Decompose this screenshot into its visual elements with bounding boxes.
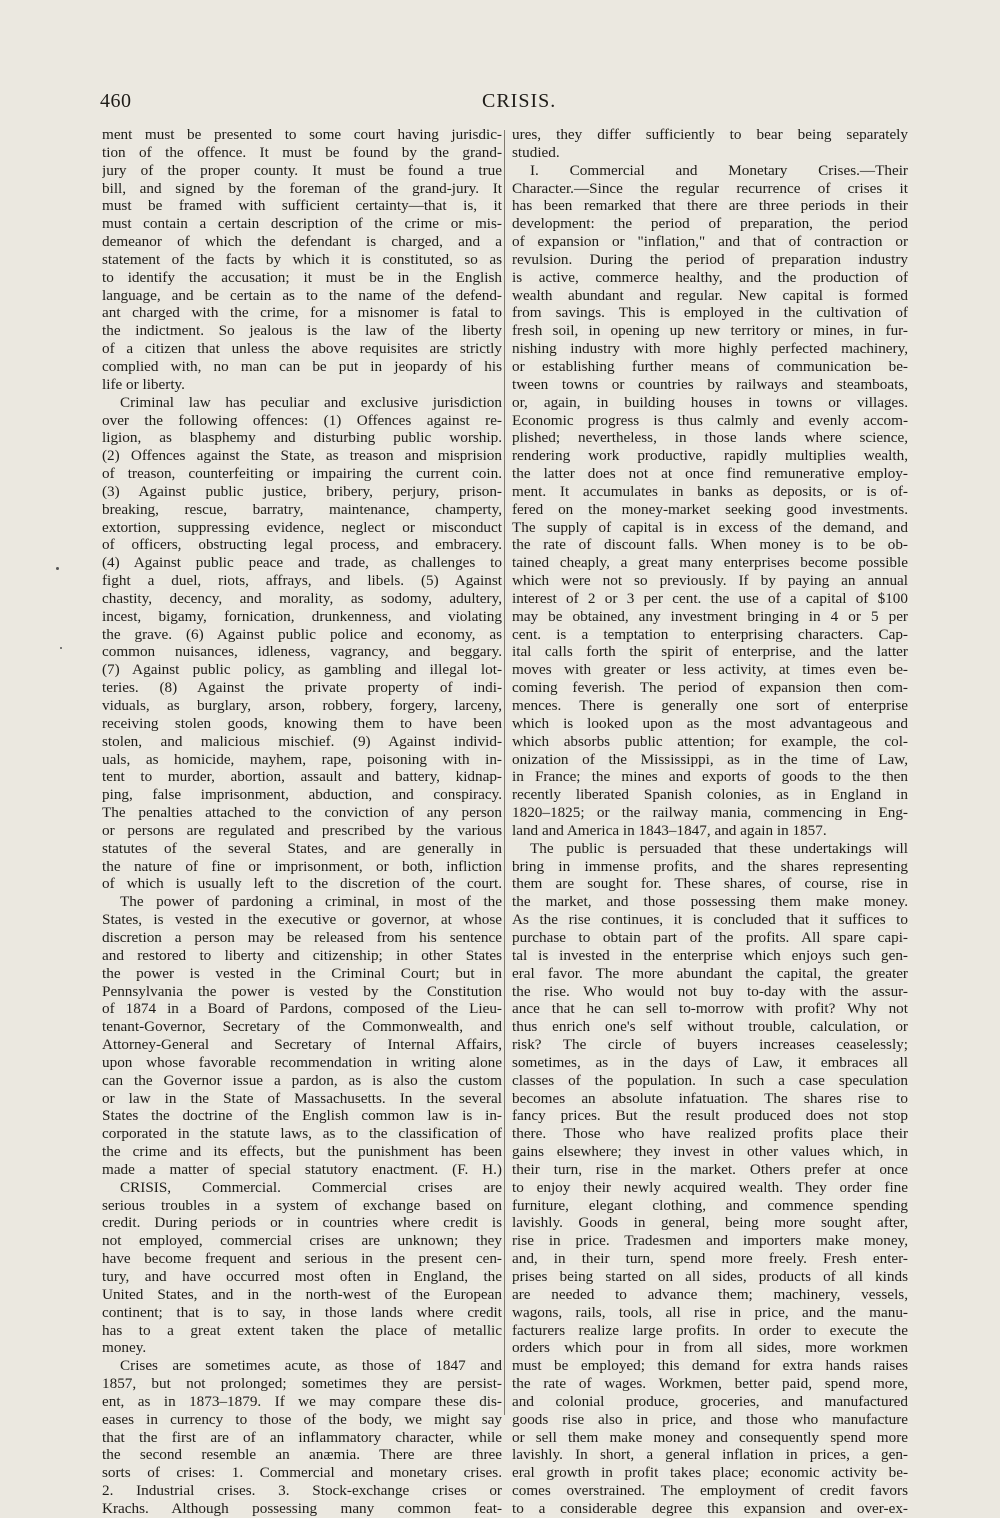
text-line: ant charged with the crime, for a misnomer is fatal to <box>102 304 502 322</box>
text-line: that the first are of an inflammatory character, while <box>102 1428 502 1446</box>
text-line: the crime and its effects, but the punishment has been <box>102 1143 502 1161</box>
text-line: I. Commercial and Monetary Crises.—Their <box>530 161 908 179</box>
text-line: becomes an absolute infatuation. The shares rise to <box>512 1089 908 1107</box>
left-text-column <box>102 126 502 1518</box>
text-line: Krachs. Although possessing many common feat- <box>102 1499 502 1517</box>
text-line: (4) Against public peace and trade, as challenges to <box>102 554 502 572</box>
text-line: ures, they differ sufficiently to bear being separately <box>512 126 908 143</box>
text-line: The supply of capital is in excess of the demand, and <box>512 518 908 536</box>
text-line: may be obtained, any investment bringing in 4 or 5 per <box>512 607 908 625</box>
text-line: which absorbs public attention; for example, the col- <box>512 732 908 750</box>
text-line: stolen, and malicious mischief. (9) Against individ- <box>102 732 502 750</box>
text-line: prises being started on all sides, products of all kinds <box>512 1268 908 1285</box>
text-line: there. Those who have realized profits place their <box>512 1125 908 1143</box>
text-line: studied. <box>512 143 560 161</box>
text-line: bring in immense profits, and the shares representing <box>512 857 908 875</box>
text-line: revulsion. During the period of preparation industry <box>512 250 908 268</box>
text-line: United States, and in the north-west of the European <box>102 1285 502 1303</box>
text-line: discretion a person may be released from his sentence <box>102 928 502 946</box>
text-line: must contain a certain description of the crime or mis- <box>102 215 502 233</box>
text-line: (7) Against public policy, as gambling and illegal lot- <box>102 661 502 679</box>
text-line: goods rise also in price, and those who manufacture <box>512 1410 908 1428</box>
text-line: of which is usually left to the discretion of the court. <box>102 875 502 893</box>
text-line: Character.—Since the regular recurrence of crises it <box>512 179 908 197</box>
text-line: made a matter of special statutory enactment. (F. H.) <box>102 1160 502 1178</box>
text-line: uals, as homicide, mayhem, rape, poisoning with in- <box>102 750 502 768</box>
text-line: eral growth in profit takes place; economic activity be- <box>512 1464 908 1482</box>
text-line: fight a duel, riots, affrays, and libels. (5) Against <box>102 572 502 590</box>
text-line: tent to murder, abortion, assault and battery, kidnap- <box>102 768 502 786</box>
text-line: moves with greater or less activity, at times even be- <box>512 661 908 679</box>
text-line: credit. During periods or in countries where credit is <box>102 1214 502 1232</box>
text-line: has been remarked that there are three periods in their <box>512 197 908 215</box>
text-line: plished; nevertheless, in those lands where science, <box>512 429 908 447</box>
text-line: is active, commerce healthy, and the production of <box>512 268 908 286</box>
text-line: ent, as in 1873–1879. If we may compare these dis- <box>102 1392 502 1410</box>
text-line: of officers, obstructing legal process, and embracery. <box>102 536 502 554</box>
text-line: risk? The circle of buyers increases ceaselessly; <box>512 1036 908 1054</box>
text-line: ment. It accumulates in banks as deposits, or is of- <box>512 482 908 500</box>
text-line: and colonial produce, groceries, and manufactured <box>512 1392 908 1410</box>
text-line: thus enrich one's self without trouble, calculation, or <box>512 1018 908 1036</box>
text-line: must be employed; this demand for extra hands raises <box>512 1357 908 1375</box>
text-line: the second resemble an anæmia. There are three <box>102 1446 502 1464</box>
text-line: corporated in the statute laws, as to the classification of <box>102 1125 502 1143</box>
text-line: (2) Offences against the State, as treason and misprision <box>102 447 502 465</box>
text-line: or establishing further means of communication be- <box>512 357 908 375</box>
text-line: or law in the State of Massachusetts. In the several <box>102 1089 502 1107</box>
text-line: ping, false imprisonment, abduction, and conspiracy. <box>102 786 502 804</box>
text-line: serious troubles in a system of exchange based on <box>102 1196 502 1214</box>
text-line: to identify the accusation; it must be in the English <box>102 268 502 286</box>
text-line: money. <box>102 1339 147 1357</box>
text-line: the rate of discount falls. When money is to be ob- <box>512 536 908 554</box>
text-line: ligion, as blasphemy and disturbing public worship. <box>102 429 502 447</box>
text-line: coming feverish. The period of expansion then com- <box>512 679 908 697</box>
page-number: 460 <box>100 90 132 112</box>
text-line: chastity, decency, and morality, as sodomy, adultery, <box>102 589 502 607</box>
text-line: The power of pardoning a criminal, in most of the <box>120 893 502 911</box>
text-line: sorts of crises: 1. Commercial and monetary crises. <box>102 1464 502 1482</box>
text-line: continent; that is to say, in those lands where credit <box>102 1303 502 1321</box>
text-line: lavishly. In short, a general inflation in prices, a gen- <box>512 1446 908 1464</box>
text-line: nishing industry with more highly perfected machinery, <box>512 340 908 358</box>
text-line: onization of the Mississippi, as in the time of Law, <box>512 750 908 768</box>
text-line: The public is persuaded that these undertakings will <box>530 839 908 857</box>
text-line: recently liberated Spanish colonies, as in England in <box>512 786 908 804</box>
text-line: life or liberty. <box>102 375 185 393</box>
page-header <box>100 90 900 120</box>
text-line: of 1874 in a Board of Pardons, composed of the Lieu- <box>102 1000 502 1018</box>
text-line: viduals, as burglary, arson, robbery, forgery, larceny, <box>102 697 502 714</box>
text-line: statutes of the several States, and are generally in <box>102 839 502 857</box>
text-line: teries. (8) Against the private property of indi- <box>102 679 502 697</box>
text-line: of expansion or "inflation," and that of contraction or <box>512 233 908 251</box>
text-line: orders which pour in from all sides, more workmen <box>512 1339 908 1357</box>
text-line: cent. is a temptation to enterprising characters. Cap- <box>512 625 908 643</box>
text-line: mences. There is generally one sort of enterprise <box>512 697 908 714</box>
text-line: tenant-Governor, Secretary of the Commonwealth, and <box>102 1018 502 1036</box>
text-line: which is looked upon as the most advantageous and <box>512 714 908 732</box>
text-line: incest, bigamy, fornication, drunkenness, and violating <box>102 607 502 625</box>
text-line: classes of the population. In such a case speculation <box>512 1071 908 1089</box>
text-line: sometimes, as in the days of Law, it embraces all <box>512 1053 908 1071</box>
text-line: Criminal law has peculiar and exclusive jurisdiction <box>120 393 502 411</box>
text-line: which were not so previously. If by paying an annual <box>512 572 908 590</box>
text-line: Economic progress is thus calmly and evenly accom- <box>512 411 908 429</box>
ink-speck <box>60 647 62 649</box>
text-line: the latter does not at once find remunerative employ- <box>512 465 908 483</box>
text-line: tury, and have occurred most often in England, the <box>102 1268 502 1285</box>
text-line: the power is vested in the Criminal Court; but in <box>102 964 502 982</box>
text-line: can the Governor issue a pardon, as is also the custom <box>102 1071 502 1089</box>
ink-speck <box>56 567 59 570</box>
text-line: from savings. This is employed in the cultivation of <box>512 304 908 322</box>
text-line: not employed, commercial crises are unknown; they <box>102 1232 502 1250</box>
text-line: interest of 2 or 3 per cent. the use of a capital of $100 <box>512 589 908 607</box>
text-line: CRISIS, Commercial. Commercial crises are <box>120 1178 502 1196</box>
text-line: ital calls forth the spirit of enterprise, and the latter <box>512 643 908 661</box>
text-line: tal is invested in the enterprise which enjoys such gen- <box>512 946 908 964</box>
text-line: Pennsylvania the power is vested by the Constitution <box>102 982 502 1000</box>
text-line: and, in their turn, spend more freely. Fresh enter- <box>512 1250 908 1268</box>
text-line: or persons are regulated and prescribed by the various <box>102 821 502 839</box>
text-line: them are sought for. These shares, of course, rise in <box>512 875 908 893</box>
text-line: or sell them make money and consequently spend more <box>512 1428 908 1446</box>
text-line: upon whose favorable recommendation in writing alone <box>102 1053 502 1071</box>
text-line: wealth abundant and regular. New capital is formed <box>512 286 908 304</box>
text-line: ment must be presented to some court having jurisdic- <box>102 126 502 143</box>
text-line: to a considerable degree this expansion and over-ex- <box>512 1499 908 1517</box>
text-line: demeanor of which the defendant is charged, and a <box>102 233 502 251</box>
text-line: gains elsewhere; they invest in other values which, in <box>512 1143 908 1161</box>
text-line: The penalties attached to the conviction of any person <box>102 804 502 822</box>
text-line: has to a great extent taken the place of metallic <box>102 1321 502 1339</box>
text-line: of treason, counterfeiting or impairing the current coin. <box>102 465 502 483</box>
text-line: the rise. Who would not buy to-day with the assur- <box>512 982 908 1000</box>
text-line: 1857, but not prolonged; sometimes they are persist- <box>102 1375 502 1393</box>
text-line: of a citizen that unless the above requisites are strictly <box>102 340 502 358</box>
text-line: over the following offences: (1) Offences against re- <box>102 411 502 429</box>
text-line: furniture, elegant clothing, and commence spending <box>512 1196 908 1214</box>
text-line: statement of the facts by which it is constituted, so as <box>102 250 502 268</box>
text-line: States the doctrine of the English common law is in- <box>102 1107 502 1125</box>
text-line: complied with, no man can be put in jeopardy of his <box>102 357 502 375</box>
text-line: eases in currency to those of the body, we might say <box>102 1410 502 1428</box>
text-line: fancy prices. But the result produced does not stop <box>512 1107 908 1125</box>
text-line: or, again, in building houses in towns or villages. <box>512 393 908 411</box>
text-line: development: the period of preparation, the period <box>512 215 908 233</box>
text-line: fresh soil, in opening up new territory or mines, in fur- <box>512 322 908 340</box>
text-line: wagons, rails, tools, all rise in price, and the manu- <box>512 1303 908 1321</box>
text-line: the grave. (6) Against public police and economy, as <box>102 625 502 643</box>
text-line: common nuisances, idleness, vagrancy, and beggary. <box>102 643 502 661</box>
text-line: comes overstrained. The employment of credit favors <box>512 1482 908 1500</box>
text-line: fered on the money-market seeking good investments. <box>512 500 908 518</box>
text-line: purchase to obtain part of the profits. All spare capi- <box>512 928 908 946</box>
text-line: As the rise continues, it is concluded that it suffices to <box>512 911 908 929</box>
text-line: tained cheaply, a great many enterprises become possible <box>512 554 908 572</box>
text-line: the market, and those possessing them make money. <box>512 893 908 911</box>
text-line: extortion, suppressing evidence, neglect or misconduct <box>102 518 502 536</box>
column-divider <box>504 130 505 1415</box>
text-line: Attorney-General and Secretary of Internal Affairs, <box>102 1036 502 1054</box>
text-line: to enjoy their newly acquired wealth. They order fine <box>512 1178 908 1196</box>
text-line: eral favor. The more abundant the capital, the greater <box>512 964 908 982</box>
text-line: their turn, rise in the market. Others prefer at once <box>512 1160 908 1178</box>
text-line: tween towns or countries by railways and steamboats, <box>512 375 908 393</box>
text-line: breaking, rescue, barratry, maintenance, champerty, <box>102 500 502 518</box>
running-head: CRISIS. <box>482 90 557 112</box>
text-line: tion of the offence. It must be found by the grand- <box>102 143 502 161</box>
text-line: ance that he can sell to-morrow with profit? Why not <box>512 1000 908 1018</box>
text-line: rendering work productive, rapidly multiplies wealth, <box>512 447 908 465</box>
text-line: are needed to advance them; machinery, vessels, <box>512 1285 908 1303</box>
text-line: States, is vested in the executive or governor, at whose <box>102 911 502 929</box>
text-line: land and America in 1843–1847, and again in 1857. <box>512 821 827 839</box>
text-line: receiving stolen goods, knowing them to have been <box>102 714 502 732</box>
text-line: facturers realize large profits. In order to execute the <box>512 1321 908 1339</box>
text-line: the indictment. So jealous is the law of the liberty <box>102 322 502 340</box>
text-line: (3) Against public justice, bribery, perjury, prison- <box>102 482 502 500</box>
text-line: must be framed with sufficient certainty—that is, it <box>102 197 502 215</box>
text-line: bill, and signed by the foreman of the grand-jury. It <box>102 179 502 197</box>
text-line: rise in price. Tradesmen and importers make money, <box>512 1232 908 1250</box>
text-line: in France; the mines and exports of goods to the then <box>512 768 908 786</box>
text-line: and restored to liberty and citizenship; in other States <box>102 946 502 964</box>
text-line: language, and be certain as to the name of the defend- <box>102 286 502 304</box>
text-line: 1820–1825; or the railway mania, commencing in Eng- <box>512 804 908 822</box>
text-line: lavishly. Goods in general, being more sought after, <box>512 1214 908 1232</box>
text-line: Crises are sometimes acute, as those of 1847 and <box>120 1357 502 1375</box>
text-line: have become frequent and serious in the present cen- <box>102 1250 502 1268</box>
text-line: jury of the proper county. It must be found a true <box>102 161 502 179</box>
text-line: the rate of wages. Workmen, better paid, spend more, <box>512 1375 908 1393</box>
right-text-column <box>512 126 908 1518</box>
text-line: 2. Industrial crises. 3. Stock-exchange crises or <box>102 1482 502 1500</box>
text-line: the nature of fine or imprisonment, or both, infliction <box>102 857 502 875</box>
